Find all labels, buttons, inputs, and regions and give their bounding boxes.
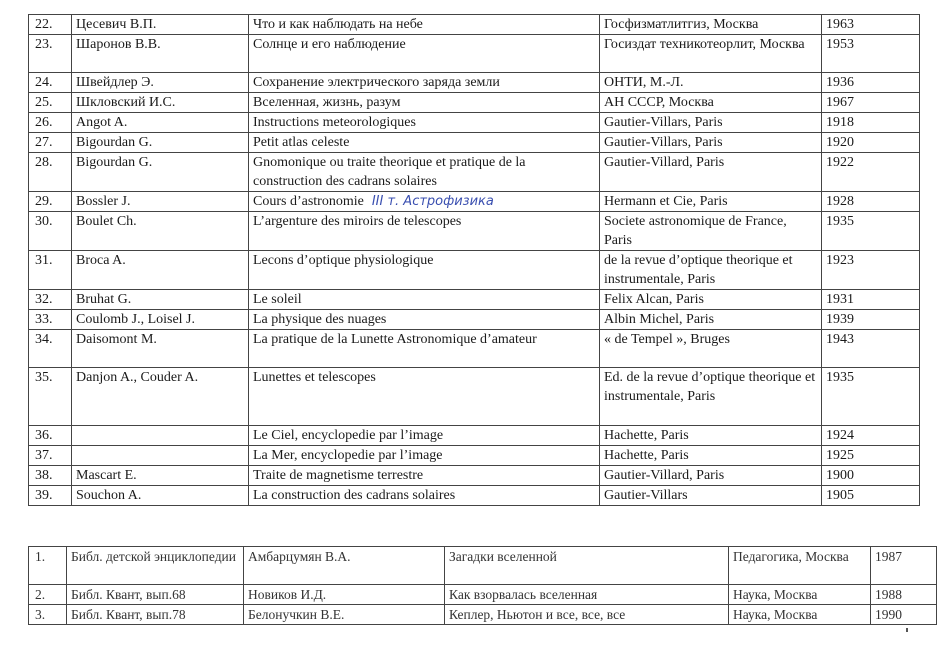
title-cell: Сохранение электрического заряда земли — [249, 73, 600, 93]
title-cell — [249, 192, 600, 212]
year-cell: 1935 — [822, 212, 920, 251]
year-cell: 1987 — [871, 547, 937, 585]
row-number: 39. — [29, 486, 72, 506]
title-cell: Кеплер, Ньютон и все, все, все — [445, 605, 729, 625]
author-cell: Bossler J. — [72, 192, 249, 212]
title-cell: La physique des nuages — [249, 310, 600, 330]
title-cell: La construction des cadrans solaires — [249, 486, 600, 506]
year-cell: 1928 — [822, 192, 920, 212]
publisher-cell: ОНТИ, М.-Л. — [600, 73, 822, 93]
table-row — [29, 212, 920, 251]
row-number: 36. — [29, 426, 72, 446]
author-cell: Coulomb J., Loisel J. — [72, 310, 249, 330]
publisher-cell: Gautier-Villard, Paris — [600, 466, 822, 486]
title-cell: Traite de magnetisme terrestre — [249, 466, 600, 486]
author-cell: Шкловский И.С. — [72, 93, 249, 113]
author-cell: Цесевич В.П. — [72, 15, 249, 35]
table-row — [29, 547, 937, 585]
title-cell: L’argenture des miroirs de telescopes — [249, 212, 600, 251]
table-row — [29, 368, 920, 426]
publisher-cell: Ed. de la revue d’optique theorique et instrumentale, Paris — [600, 368, 822, 426]
row-number: 34. — [29, 330, 72, 368]
author-cell: Белонучкин В.Е. — [244, 605, 445, 625]
year-cell: 1943 — [822, 330, 920, 368]
publisher-cell: Hachette, Paris — [600, 446, 822, 466]
year-cell: 1900 — [822, 466, 920, 486]
author-cell: Danjon A., Couder A. — [72, 368, 249, 426]
publisher-cell: Hermann et Cie, Paris — [600, 192, 822, 212]
table-row — [29, 192, 920, 212]
publisher-cell: Госиздат техникотеорлит, Москва — [600, 35, 822, 73]
title-cell: Gnomonique ou traite theorique et pratique de la construction des cadrans solaires — [249, 153, 600, 192]
row-number: 38. — [29, 466, 72, 486]
author-cell: Daisomont M. — [72, 330, 249, 368]
year-cell: 1922 — [822, 153, 920, 192]
publisher-cell: Педагогика, Москва — [729, 547, 871, 585]
year-cell: 1936 — [822, 73, 920, 93]
year-cell: 1963 — [822, 15, 920, 35]
publisher-cell: АН СССР, Москва — [600, 93, 822, 113]
series-cell: Библ. Квант, вып.78 — [67, 605, 244, 625]
author-cell — [72, 426, 249, 446]
author-cell — [72, 446, 249, 466]
table-row — [29, 426, 920, 446]
table-row — [29, 35, 920, 73]
title-cell: Lecons d’optique physiologique — [249, 251, 600, 290]
series-cell: Библ. детской энциклопедии — [67, 547, 244, 585]
title-cell: Что и как наблюдать на небе — [249, 15, 600, 35]
publisher-cell: Gautier-Villars, Paris — [600, 113, 822, 133]
title-cell: Как взорвалась вселенная — [445, 585, 729, 605]
table-row — [29, 585, 937, 605]
year-cell: 1905 — [822, 486, 920, 506]
author-cell: Bigourdan G. — [72, 133, 249, 153]
author-cell: Bigourdan G. — [72, 153, 249, 192]
table-row — [29, 290, 920, 310]
author-cell: Broca A. — [72, 251, 249, 290]
year-cell: 1920 — [822, 133, 920, 153]
row-number: 23. — [29, 35, 72, 73]
row-number: 1. — [29, 547, 67, 585]
title-cell: La Mer, encyclopedie par l’image — [249, 446, 600, 466]
author-cell: Шаронов В.В. — [72, 35, 249, 73]
page-mark — [906, 628, 908, 632]
row-number: 25. — [29, 93, 72, 113]
author-cell: Souchon A. — [72, 486, 249, 506]
row-number: 27. — [29, 133, 72, 153]
row-number: 22. — [29, 15, 72, 35]
author-cell: Angot A. — [72, 113, 249, 133]
row-number: 29. — [29, 192, 72, 212]
author-cell: Амбарцумян В.А. — [244, 547, 445, 585]
publisher-cell: Наука, Москва — [729, 585, 871, 605]
year-cell: 1967 — [822, 93, 920, 113]
title-cell: Lunettes et telescopes — [249, 368, 600, 426]
handwritten-note: III т. Астрофизика — [371, 194, 494, 209]
publisher-cell: de la revue d’optique theorique et instrumentale, Paris — [600, 251, 822, 290]
title-cell: Солнце и его наблюдение — [249, 35, 600, 73]
author-cell: Boulet Ch. — [72, 212, 249, 251]
table-row — [29, 605, 937, 625]
title-cell: Загадки вселенной — [445, 547, 729, 585]
publisher-cell: Gautier-Villard, Paris — [600, 153, 822, 192]
publisher-cell: Gautier-Villars — [600, 486, 822, 506]
row-number: 26. — [29, 113, 72, 133]
table-row — [29, 113, 920, 133]
publisher-cell: Госфизматлитгиз, Москва — [600, 15, 822, 35]
table-row — [29, 133, 920, 153]
title-cell: Le soleil — [249, 290, 600, 310]
row-number: 24. — [29, 73, 72, 93]
series-cell: Библ. Квант, вып.68 — [67, 585, 244, 605]
year-cell: 1925 — [822, 446, 920, 466]
title-text: Cours d’astronomie — [253, 194, 364, 209]
table-row — [29, 466, 920, 486]
row-number: 33. — [29, 310, 72, 330]
row-number: 35. — [29, 368, 72, 426]
year-cell: 1939 — [822, 310, 920, 330]
row-number: 31. — [29, 251, 72, 290]
row-number: 32. — [29, 290, 72, 310]
author-cell: Bruhat G. — [72, 290, 249, 310]
table-row — [29, 486, 920, 506]
title-cell: Вселенная, жизнь, разум — [249, 93, 600, 113]
table-row — [29, 15, 920, 35]
publisher-cell: Societe astronomique de France, Paris — [600, 212, 822, 251]
publisher-cell: Albin Michel, Paris — [600, 310, 822, 330]
title-cell: La pratique de la Lunette Astronomique d’amateur — [249, 330, 600, 368]
year-cell: 1918 — [822, 113, 920, 133]
year-cell: 1990 — [871, 605, 937, 625]
table-row — [29, 446, 920, 466]
year-cell: 1953 — [822, 35, 920, 73]
table-row — [29, 310, 920, 330]
author-cell: Mascart E. — [72, 466, 249, 486]
year-cell: 1988 — [871, 585, 937, 605]
row-number: 28. — [29, 153, 72, 192]
row-number: 2. — [29, 585, 67, 605]
publisher-cell: Felix Alcan, Paris — [600, 290, 822, 310]
bibliography-table-main — [28, 14, 920, 506]
table-row — [29, 330, 920, 368]
publisher-cell: « de Tempel », Bruges — [600, 330, 822, 368]
author-cell: Швейдлер Э. — [72, 73, 249, 93]
publisher-cell: Gautier-Villars, Paris — [600, 133, 822, 153]
year-cell: 1924 — [822, 426, 920, 446]
author-cell: Новиков И.Д. — [244, 585, 445, 605]
year-cell: 1931 — [822, 290, 920, 310]
table-row — [29, 93, 920, 113]
title-cell: Petit atlas celeste — [249, 133, 600, 153]
row-number: 30. — [29, 212, 72, 251]
table-row — [29, 73, 920, 93]
row-number: 37. — [29, 446, 72, 466]
table-row — [29, 153, 920, 192]
year-cell: 1923 — [822, 251, 920, 290]
title-cell: Instructions meteorologiques — [249, 113, 600, 133]
title-cell: Le Ciel, encyclopedie par l’image — [249, 426, 600, 446]
publisher-cell: Hachette, Paris — [600, 426, 822, 446]
publisher-cell: Наука, Москва — [729, 605, 871, 625]
row-number: 3. — [29, 605, 67, 625]
year-cell: 1935 — [822, 368, 920, 426]
table-row — [29, 251, 920, 290]
bibliography-table-secondary — [28, 546, 937, 625]
